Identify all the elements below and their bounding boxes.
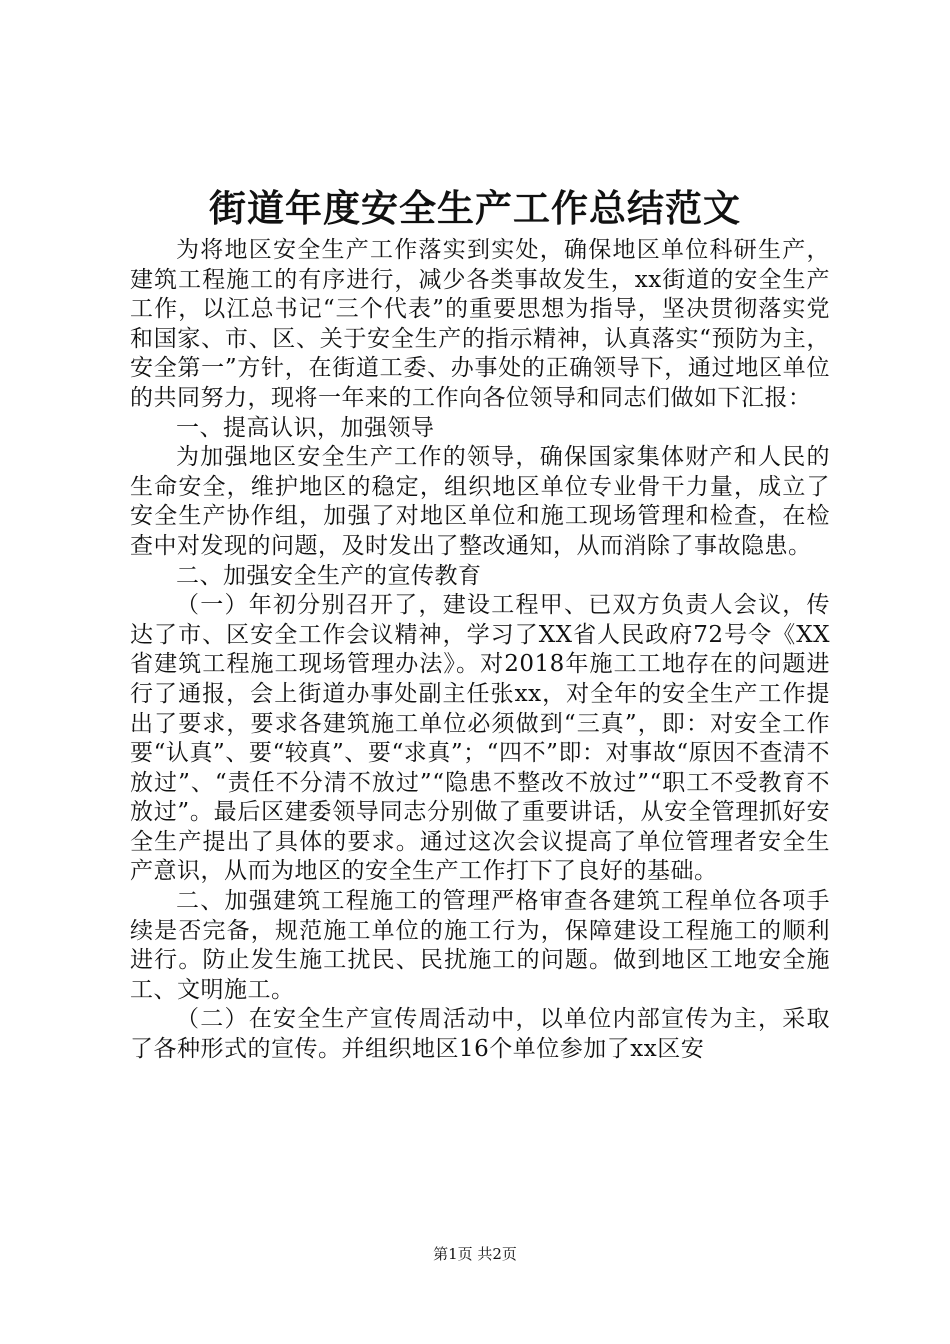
section-heading-1: 一、提高认识，加强领导 bbox=[176, 414, 435, 441]
body-paragraph: 为加强地区安全生产工作的领导，确保国家集体财产和人民的生命安全，维护地区的稳定，组织地区单位专业骨干力量，成立了安全生产协作组，加强了对地区单位和施工现场管理和检查，在检查中对发现的问题，及时发出了整改通知，从而消除了事故隐患。 bbox=[130, 444, 830, 559]
body-paragraph: （一）年初分别召开了，建设工程甲、已双方负责人会议，传达了市、区安全工作会议精神，学习了XX省人民政府72号令《XX省建筑工程施工现场管理办法》。对2018年施工工地存在的问题进行了通报，会上街道办事处副主任张xx，对全年的安全生产工作提出了要求，要求各建筑施工单位必须做到“三真”，即：对安全工作要“认真”、要“较真”、要“求真”；“四不”即：对事故“原因不查清不放过”、“责任不分清不放过”“隐患不整改不放过”“职工不受教育不放过”。最后区建委领导同志分别做了重要讲话，从安全管理抓好安全生产提出了具体的要求。通过这次会议提高了单位管理者安全生产意识，从而为地区的安全生产工作打下了良好的基础。 bbox=[130, 592, 830, 885]
document-title: 街道年度安全生产工作总结范文 bbox=[209, 187, 741, 230]
document-body bbox=[130, 236, 830, 1065]
page-total: 共2页 bbox=[477, 1245, 517, 1263]
page-footer bbox=[0, 1244, 950, 1264]
body-paragraph: 二、加强建筑工程施工的管理严格审查各建筑工程单位各项手续是否完备，规范施工单位的施工行为，保障建设工程施工的顺利进行。防止发生施工扰民、民扰施工的问题。做到地区工地安全施工、文明施工。 bbox=[130, 888, 830, 1003]
section-heading-2: 二、加强安全生产的宣传教育 bbox=[176, 562, 482, 589]
body-paragraph: （二）在安全生产宣传周活动中，以单位内部宣传为主，采取了各种形式的宣传。并组织地区16个单位参加了xx区安 bbox=[130, 1006, 830, 1063]
page-number: 第1页 bbox=[433, 1245, 473, 1263]
intro-paragraph: 为将地区安全生产工作落实到实处，确保地区单位科研生产，建筑工程施工的有序进行，减少各类事故发生，xx街道的安全生产工作，以江总书记“三个代表”的重要思想为指导，坚决贯彻落实党和国家、市、区、关于安全生产的指示精神，认真落实“预防为主，安全第一”方针，在街道工委、办事处的正确领导下，通过地区单位的共同努力，现将一年来的工作向各位领导和同志们做如下汇报： bbox=[130, 237, 830, 411]
